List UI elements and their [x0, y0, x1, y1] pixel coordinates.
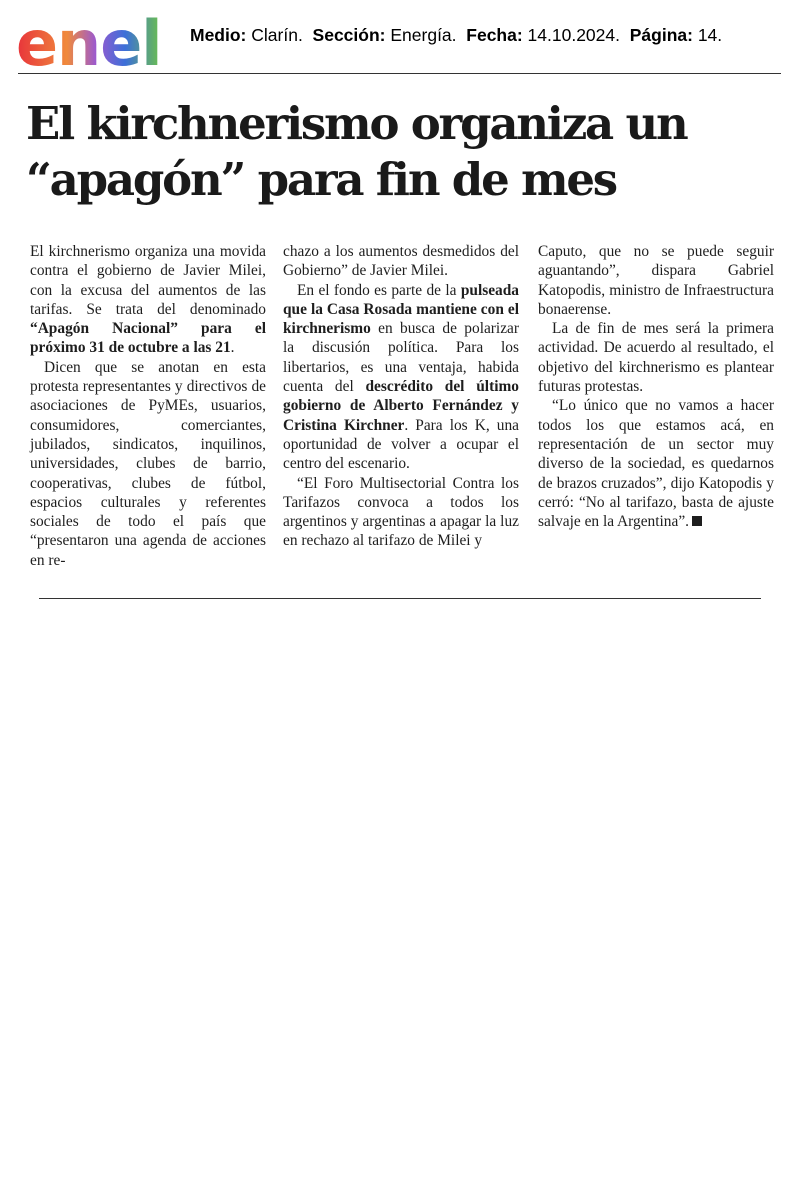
article-column-3: [538, 242, 774, 531]
fecha-value: 14.10.2024.: [527, 25, 620, 45]
closing-quote: “Lo único que no vamos a hacer todos los que estamos acá, en representación de un sector muy diverso de la sociedad, es quedarnos de brazos cruzados”, dijo Katopodis y cerró: “No al tarifazo, basta de ajuste salvaje en la Argentina”.: [538, 397, 774, 531]
paragraph: [538, 396, 774, 531]
end-of-article-icon: [692, 516, 702, 526]
fecha-label: Fecha:: [466, 25, 523, 45]
headline-line-2: “apagón” para fin de mes: [26, 153, 616, 206]
article-column-2: [283, 242, 519, 551]
article-column-1: [30, 242, 266, 570]
header-divider: [18, 73, 781, 74]
paragraph: El kirchnerismo organiza una movida contra el gobierno de Javier Milei, con la excusa del aumentos de las tarifas. Se trata del denominado “Apagón Nacional” para el próximo 31 de octubre a las 21.: [30, 243, 266, 357]
footer-divider: [39, 598, 761, 599]
svg-text:enel: enel: [16, 10, 162, 70]
medio-label: Medio:: [190, 25, 247, 45]
paragraph: Dicen que se anotan en esta protesta representantes y directivos de asociaciones de PyMEs, usuarios, consumidores, comerciantes, jubilados, sindicatos, inquilinos, universidades, clubes de barrio, cooperativas, clubes de fútbol, espacios culturales y referentes sociales de todo el país que “presentaron una agenda de acciones en re-: [30, 358, 266, 569]
bold-highlight: descrédito del último gobierno de Alberto Fernández y Cristina Kirchner: [283, 378, 519, 434]
medio-value: Clarín.: [251, 25, 303, 45]
paragraph: “El Foro Multisectorial Contra los Tarifazos convoca a todos los argentinos y argentinas a apagar la luz en rechazo al tarifazo de Milei y: [283, 474, 519, 550]
bold-highlight: “Apagón Nacional” para el próximo 31 de octubre a las 21: [30, 320, 266, 357]
article-headline: [26, 96, 776, 208]
paragraph: chazo a los aumentos desmedidos del Gobierno” de Javier Milei.: [283, 243, 519, 280]
pagina-value: 14.: [697, 25, 723, 45]
paragraph: En el fondo es parte de la pulseada que la Casa Rosada mantiene con el kirchnerismo en busca de polarizar la discusión política. Para los libertarios, es una ventaja, habida cuenta del descrédito del último gobierno de Alberto Fernández y Cristina Kirchner. Para los K, una oportunidad de volver a ocupar el centro del escenario.: [283, 281, 519, 473]
seccion-label: Sección:: [312, 25, 386, 45]
pagina-label: Página:: [629, 25, 693, 45]
paragraph: La de fin de mes será la primera actividad. De acuerdo al resultado, el objetivo del kirchnerismo es plantear futuras protestas.: [538, 320, 774, 396]
paragraph: Caputo, que no se puede seguir aguantando”, dispara Gabriel Katopodis, ministro de Infraestructura bonaerense.: [538, 243, 774, 318]
press-clipping-metadata: [190, 25, 722, 46]
seccion-value: Energía.: [390, 25, 457, 45]
bold-highlight: pulseada que la Casa Rosada mantiene con el kirchnerismo: [283, 281, 519, 338]
headline-line-1: El kirchnerismo organiza un: [26, 97, 687, 150]
enel-logo: [14, 10, 180, 70]
